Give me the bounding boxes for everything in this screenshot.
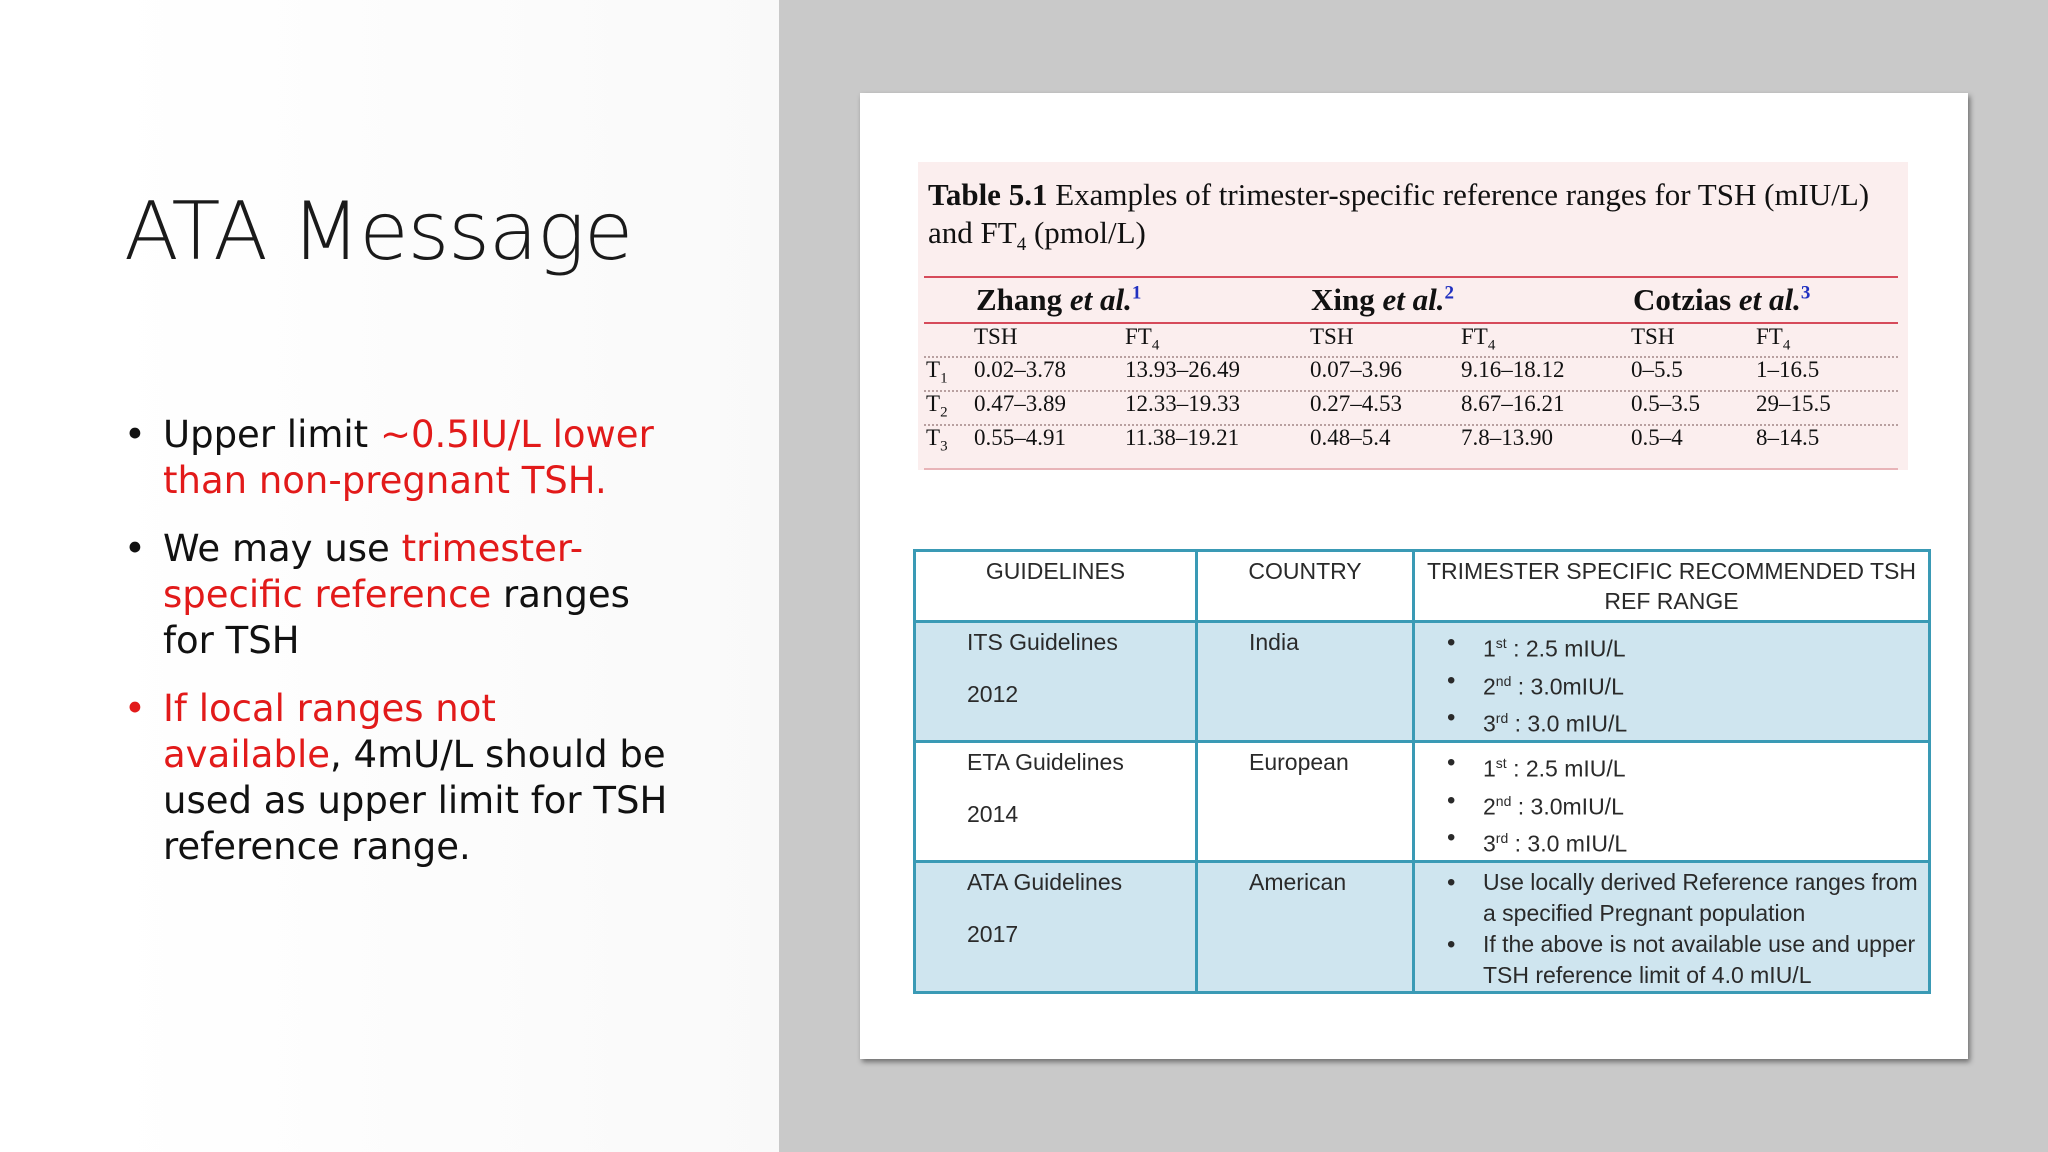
table-cell: 1–16.5 [1756,357,1820,382]
bullet-dot-icon: • [124,413,146,456]
guideline-name: ITS Guidelines [967,629,1118,655]
range-item: • If the above is not available use and upper TSH reference limit of 4.0 mIU/L [1441,929,1918,991]
guideline-year: 2012 [967,681,1019,707]
guideline-cell [915,741,1197,861]
column-header: GUIDELINES [915,551,1197,622]
bullet-dot-icon: • [124,527,146,570]
bullet-text: , 4mU/L should be used as upper limit for TSH reference range. [163,733,668,868]
column-header: TSH [1631,324,1675,349]
table-cell: 12.33–19.33 [1125,391,1240,416]
country-cell: American [1197,861,1414,992]
table-row [915,741,1930,861]
bullet-item [124,526,684,664]
range-item: • Use locally derived Reference ranges from a specified Pregnant population [1441,867,1918,929]
reference-range-table [918,162,1908,470]
guideline-year: 2014 [967,800,1019,827]
table-rule [924,322,1898,324]
table-cell: 11.38–19.21 [1125,425,1240,450]
trimester-label: $T_3$ [926,425,948,455]
table-caption: Table 5.1 Examples of trimester-specific reference ranges for TSH (mIU/L) and $FT_4$ (pmol/L) [928,177,1870,256]
row-divider [924,424,1898,426]
range-cell [1414,861,1930,992]
table-cell: 0–5.5 [1631,357,1683,382]
column-header: $FT_4$ [1125,324,1160,354]
table-cell: 0.5–3.5 [1631,391,1700,416]
range-item: • 2nd : 3.0mIU/L [1441,785,1918,823]
row-divider [924,356,1898,358]
guideline-cell [915,622,1197,742]
bullet-item [124,686,684,870]
bullet-highlight: ~0.5IU/L lower than non-pregnant TSH. [163,413,654,502]
guideline-cell [915,861,1197,992]
bullet-highlight: trimester-specific reference [163,527,584,616]
country-cell: India [1197,622,1414,742]
table-cell: 0.47–3.89 [974,391,1066,416]
column-header: $FT_4$ [1756,324,1791,354]
country-cell: European [1197,741,1414,861]
study-header: Zhang et al.$^1$ [976,282,1142,317]
table-row [915,622,1930,742]
range-item: • 1st : 2.5 mIU/L [1441,747,1918,785]
range-cell [1414,741,1930,861]
study-header: Cotzias et al.$^3$ [1633,282,1811,317]
table-cell: 8–14.5 [1756,425,1820,450]
table-cell: 0.07–3.96 [1310,357,1402,382]
table-cell: 0.27–4.53 [1310,391,1402,416]
column-header: TSH [974,324,1018,349]
table-cell: 13.93–26.49 [1125,357,1240,382]
table-cell: 0.02–3.78 [974,357,1066,382]
bullet-text: Upper limit [163,413,380,456]
bullet-text: We may use [163,527,402,570]
range-item: • 2nd : 3.0mIU/L [1441,665,1918,703]
table-row [915,861,1930,992]
table-cell: 0.55–4.91 [974,425,1066,450]
table-cell: 0.5–4 [1631,425,1683,450]
table-header-row [915,551,1930,622]
column-header: TRIMESTER SPECIFIC RECOMMENDED TSH REF RANGE [1414,551,1930,622]
range-cell [1414,622,1930,742]
column-header: COUNTRY [1197,551,1414,622]
study-header: Xing et al.$^2$ [1311,282,1454,317]
bullet-item [124,412,684,504]
table-rule [924,276,1898,278]
table-cell: 0.48–5.4 [1310,425,1391,450]
table-cell: 29–15.5 [1756,391,1831,416]
trimester-label: $T_2$ [926,391,948,421]
bullet-highlight: If local ranges not available [163,687,496,776]
column-header: $FT_4$ [1461,324,1496,354]
table-cell: 7.8–13.90 [1461,425,1553,450]
trimester-label: $T_1$ [926,357,948,387]
guideline-year: 2017 [967,920,1019,947]
table-cell: 9.16–18.12 [1461,357,1565,382]
bullet-text: ranges for TSH [163,573,630,662]
guideline-name: ATA Guidelines [967,868,1123,895]
row-divider [924,390,1898,392]
table-cell: 8.67–16.21 [1461,391,1565,416]
range-item: • 3rd : 3.0 mIU/L [1441,702,1918,740]
column-header: TSH [1310,324,1354,349]
slide-title: ATA Message [124,185,633,278]
bullet-list [124,412,684,892]
table-rule [924,468,1898,470]
bullet-dot-icon: • [124,687,146,730]
guideline-name: ETA Guidelines [967,748,1124,775]
guidelines-table [913,549,1931,994]
range-item: • 1st : 2.5 mIU/L [1441,627,1918,665]
range-item: • 3rd : 3.0 mIU/L [1441,822,1918,860]
